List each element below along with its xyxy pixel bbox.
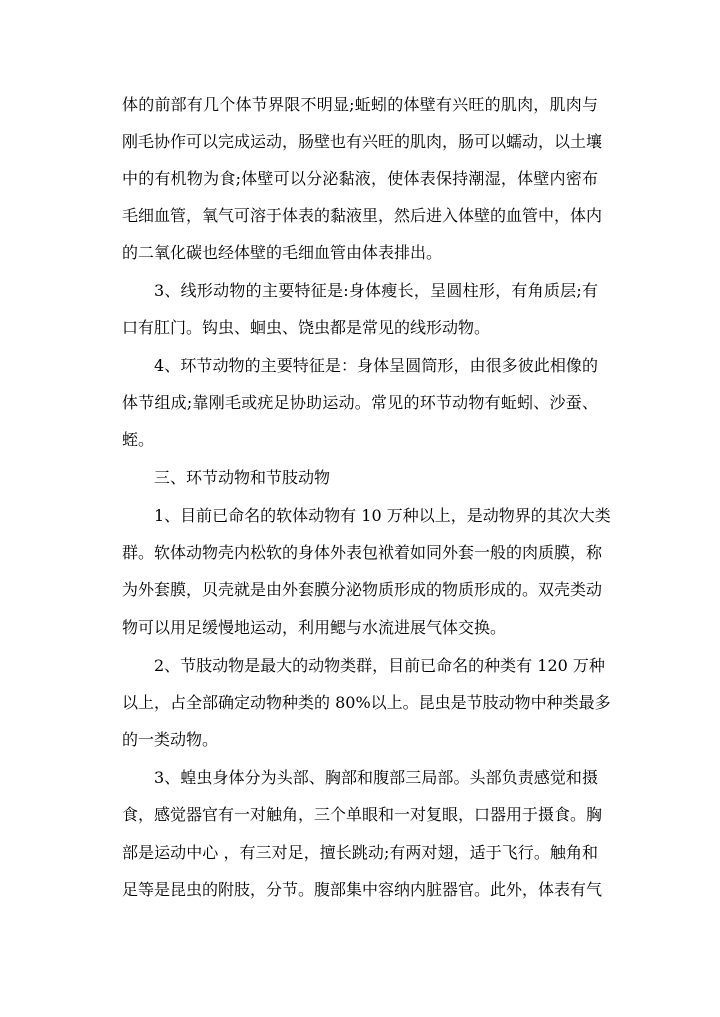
text-line: 毛细血管，氧气可溶于体表的黏液里，然后进入体壁的血管中，体内 (122, 206, 603, 225)
text-line: 1、目前已命名的软体动物有 10 万种以上，是动物界的其次大类 (154, 506, 611, 525)
text-line: 4、环节动物的主要特征是：身体呈圆筒形，由很多彼此相像的 (154, 356, 598, 375)
text-line: 部是运动中心 ，有三对足，擅长跳动;有两对翅，适于飞行。触角和 (122, 843, 598, 862)
section-heading: 三、环节动物和节肢动物 (154, 468, 331, 487)
text-line: 刚毛协作可以完成运动，肠壁也有兴旺的肌肉，肠可以蠕动，以土壤 (122, 132, 603, 151)
text-line: 食，感觉器官有一对触角，三个单眼和一对复眼，口器用于摄食。胸 (122, 805, 603, 824)
text-line: 口有肛门。钩虫、蛔虫、饶虫都是常见的线形动物。 (122, 318, 491, 337)
text-line: 2、节肢动物是最大的动物类群，目前已命名的种类有 120 万种 (154, 656, 605, 675)
text-line: 群。软体动物壳内松软的身体外表包袱着如同外套一般的肉质膜，称 (122, 543, 603, 562)
text-line: 蛭。 (122, 430, 155, 449)
text-line: 体的前部有几个体节界限不明显;蚯蚓的体壁有兴旺的肌肉，肌肉与 (122, 95, 598, 114)
text-line: 3、线形动物的主要特征是:身体瘦长，呈圆柱形，有角质层;有 (154, 281, 598, 300)
text-line: 3、蝗虫身体分为头部、胸部和腹部三局部。头部负责感觉和摄 (154, 768, 598, 787)
text-line: 的一类动物。 (122, 730, 219, 749)
text-line: 为外套膜，贝壳就是由外套膜分泌物质形成的物质形成的。双壳类动 (122, 580, 603, 599)
text-line: 的二氧化碳也经体壁的毛细血管由体表排出。 (122, 243, 443, 262)
text-line: 以上，占全部确定动物种类的 80%以上。昆虫是节肢动物中种类最多 (122, 693, 611, 712)
text-line: 足等是昆虫的附肢，分节。腹部集中容纳内脏器官。此外，体表有气 (122, 880, 603, 899)
text-line: 物可以用足缓慢地运动，利用鳃与水流进展气体交换。 (122, 618, 507, 637)
text-line: 中的有机物为食;体壁可以分泌黏液，使体表保持潮湿，体壁内密布 (122, 169, 598, 188)
text-line: 体节组成;靠刚毛或疣足协助运动。常见的环节动物有蚯蚓、沙蚕、 (122, 393, 598, 412)
